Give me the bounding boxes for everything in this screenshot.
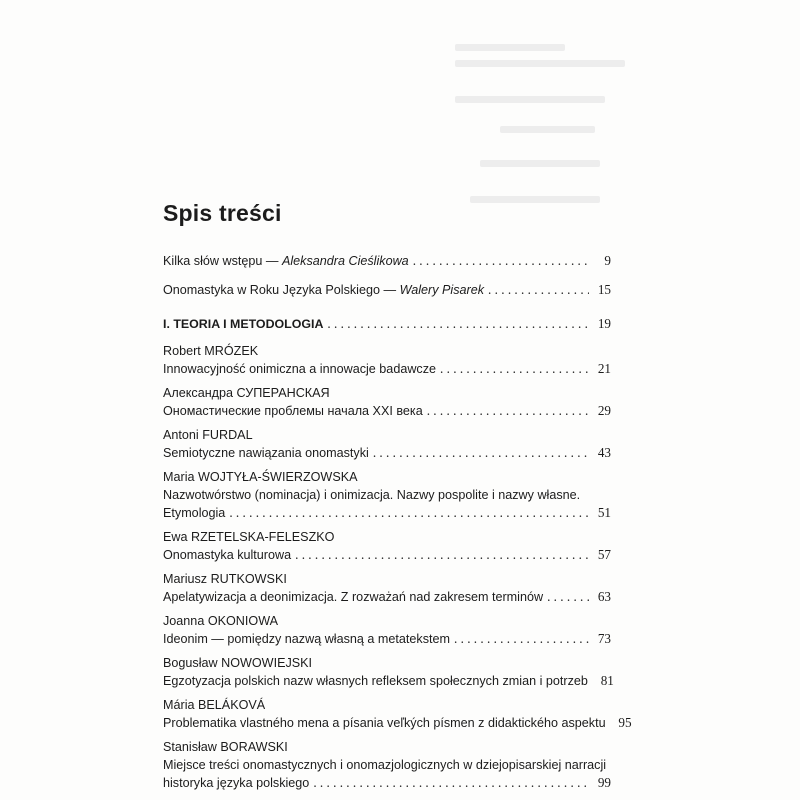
entry-author: Walery Pisarek (399, 283, 485, 297)
toc-entry (163, 528, 611, 564)
entry-title: Egzotyzacja polskich nazw własnych refleksem społecznych zmian i potrzeb (163, 674, 588, 688)
show-through (480, 160, 600, 167)
leader-dots (413, 252, 589, 270)
entry-title: Ideonim — pomiędzy nazwą własną a metatekstem (163, 632, 450, 646)
toc-entry (163, 696, 632, 732)
toc-entry (163, 426, 611, 462)
leader-dots (295, 546, 589, 564)
page-number: 43 (597, 445, 611, 460)
page-number: 95 (618, 715, 632, 730)
entry-author: Antoni FURDAL (163, 428, 253, 442)
entry-title-line1: Nazwotwórstwo (nominacja) i onimizacja. Nazwy pospolite i nazwy własne. (163, 488, 581, 502)
leader-dots (229, 504, 589, 522)
show-through (500, 126, 595, 133)
entry-author: Ewa RZETELSKA-FELESZKO (163, 530, 335, 544)
entry-title: Apelatywizacja a deonimizacja. Z rozważań nad zakresem terminów (163, 590, 544, 604)
leader-dots (454, 630, 589, 648)
entry-author: Aleksandra Cieślikowa (281, 254, 409, 268)
table-of-contents (163, 200, 632, 792)
show-through (455, 96, 605, 103)
entry-title: Kilka słów wstępu — (163, 254, 282, 268)
toc-entry (163, 468, 611, 522)
entry-author: Maria WOJTYŁA-ŚWIERZOWSKA (163, 470, 358, 484)
page-number: 57 (597, 547, 611, 562)
leader-dots (373, 444, 589, 462)
toc-entry (163, 738, 611, 792)
toc-entry (163, 654, 614, 690)
entry-author: Александра СУПЕРАНСКАЯ (163, 386, 330, 400)
entry-title: Semiotyczne nawiązania onomastyki (163, 446, 369, 460)
entry-title-line1: Miejsce treści onomastycznych i onomazjologicznych w dziejopisarskiej narracji (163, 758, 607, 772)
page-number: 81 (600, 673, 614, 688)
leader-dots (427, 402, 589, 420)
section-title: I. TEORIA I METODOLOGIA (163, 317, 324, 331)
toc-entry-intro (163, 252, 611, 270)
entry-title: Problematika vlastného mena a písania veľkých písmen z didaktického aspektu (163, 716, 606, 730)
page-title: Spis treści (163, 200, 282, 226)
entry-author: Mária BELÁKOVÁ (163, 698, 266, 712)
leader-dots (327, 315, 589, 333)
entry-title: Etymologia (163, 506, 226, 520)
toc-entry (163, 384, 611, 420)
entry-title: Innowacyjność onimiczna a innowacje badawcze (163, 362, 437, 376)
page-number: 99 (597, 775, 611, 790)
show-through (455, 44, 565, 51)
page-number: 73 (597, 631, 611, 646)
entry-title: historyka języka polskiego (163, 776, 310, 790)
toc-entry-intro (163, 281, 611, 299)
toc-entry (163, 612, 611, 648)
leader-dots (488, 281, 589, 299)
entry-author: Bogusław NOWOWIEJSKI (163, 656, 313, 670)
leader-dots (440, 360, 589, 378)
page-number: 63 (597, 589, 611, 604)
show-through (455, 60, 625, 67)
toc-section-heading (163, 315, 611, 333)
page-number: 21 (597, 361, 611, 376)
entry-author: Robert MRÓZEK (163, 344, 259, 358)
entry-author: Stanisław BORAWSKI (163, 740, 288, 754)
page-number: 29 (597, 403, 611, 418)
entry-author: Joanna OKONIOWA (163, 614, 279, 628)
entry-author: Mariusz RUTKOWSKI (163, 572, 287, 586)
toc-entry (163, 342, 611, 378)
page-number: 9 (604, 253, 611, 268)
entry-title: Onomastyka w Roku Języka Polskiego — (163, 283, 400, 297)
leader-dots (547, 588, 589, 606)
entry-title: Onomastyka kulturowa (163, 548, 292, 562)
leader-dots (313, 774, 589, 792)
page-number: 19 (597, 316, 611, 331)
page-number: 51 (597, 505, 611, 520)
page-number: 15 (597, 282, 611, 297)
toc-entry (163, 570, 611, 606)
entry-title: Ономастические проблемы начала XXI века (163, 404, 423, 418)
